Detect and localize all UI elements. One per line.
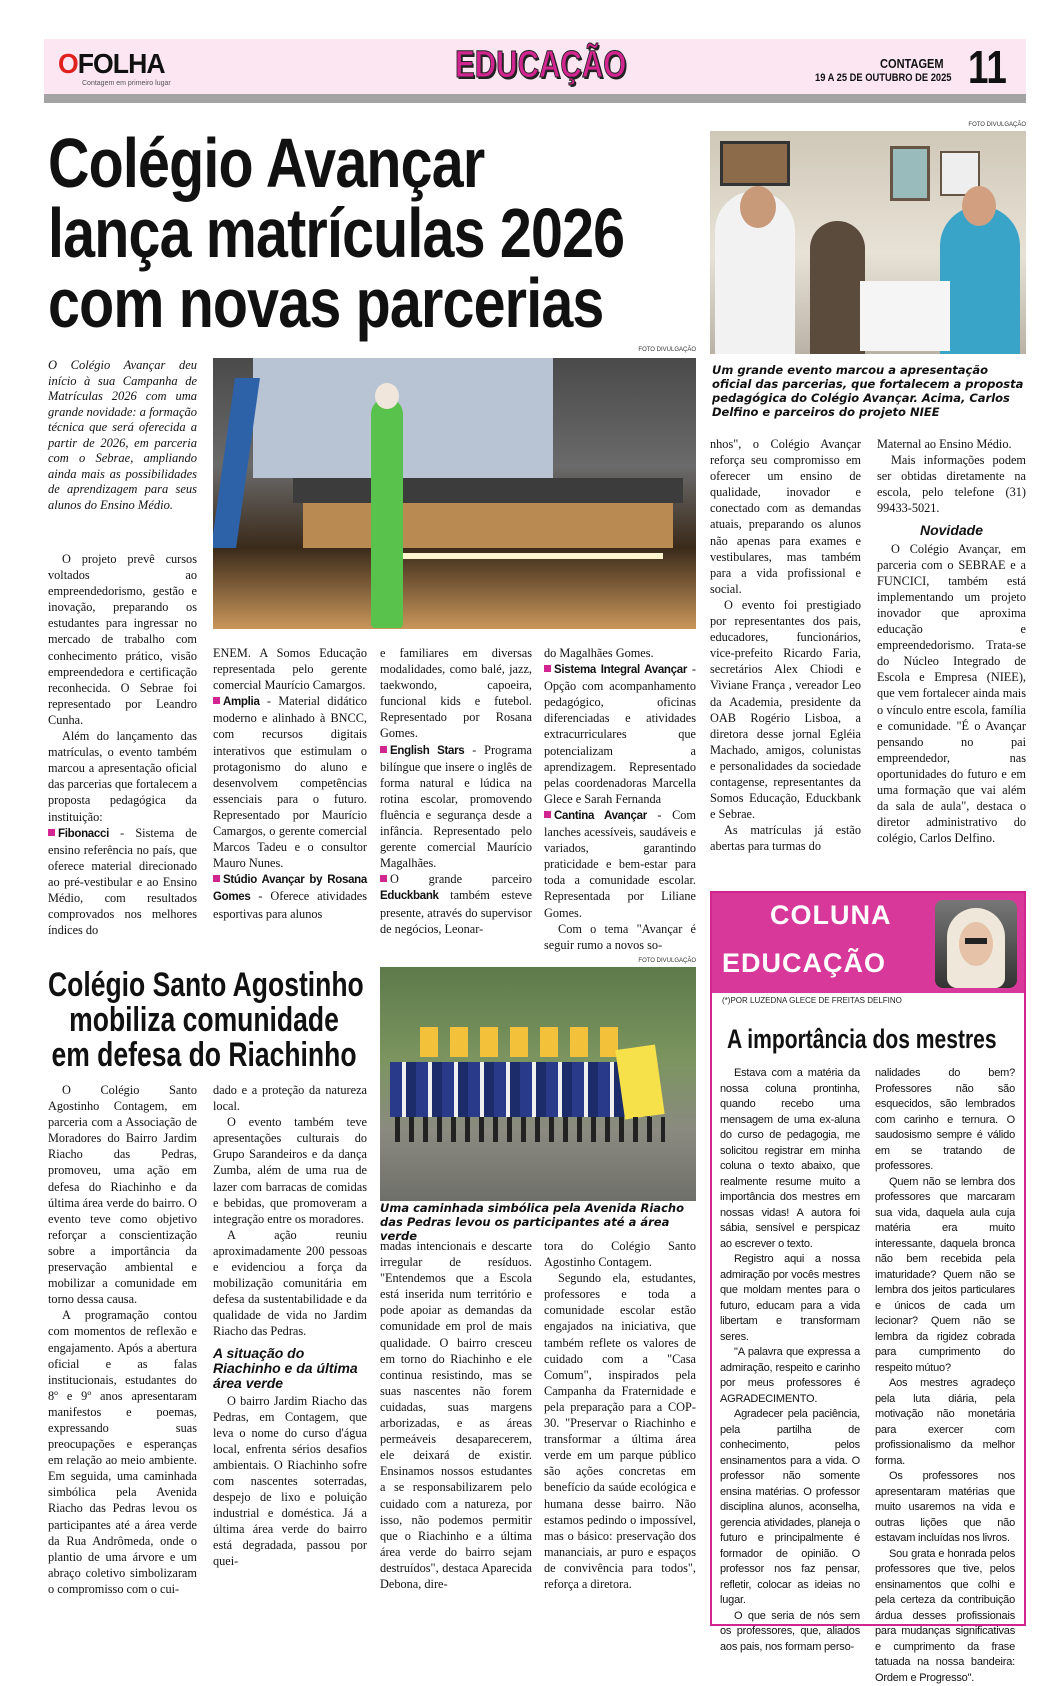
paragraph [710, 436, 861, 597]
paragraph-text: Maternal ao Ensino Médio. [877, 437, 1012, 451]
paragraph-text: Registro aqui a nossa admiração por vocês mestres que moldam mentes para o futuro, educam para a vida libertam e transformam seres. [720, 1253, 860, 1343]
article2-headline [48, 968, 360, 1073]
paragraph [48, 728, 197, 825]
paragraph [877, 452, 1026, 516]
partner-name: Sistema Integral Avançar [554, 664, 687, 676]
paragraph-text: - Oferece atividades esportivas para alunos [213, 889, 367, 920]
paragraph [720, 1345, 860, 1407]
paragraph [380, 1238, 532, 1592]
text-column [720, 1066, 860, 1655]
paragraph [544, 1270, 696, 1592]
partner-name: Cantina Avançar [554, 810, 647, 822]
paragraph [48, 1307, 197, 1597]
newspaper-logo [58, 48, 165, 80]
paragraph-text: Além do lançamento das matrículas, o evento também marcou a apresentação oficial das parcerias que fortalecem a proposta pedagógica da instituição: [48, 729, 197, 823]
paragraph-text: O projeto prevê cursos voltados ao empreendedorismo, gestão e inovação, preparando os estudantes para ingressar no mercado de trabalho com conhecimento prático, visão empreendedora e certificação reconhecida. O Sebrae foi representado por Leandro Cunha. [48, 552, 197, 727]
paragraph-text: - Sistema de ensino referência no país, que oferece material direcionado ao pré-vestibular e ao Ensino Médio, com resultados comprovados nos melhores índices do [48, 826, 197, 938]
logo-tagline: Contagem em primeiro lugar [82, 80, 171, 87]
photo-credit: FOTO DIVULGAÇÃO [900, 122, 1026, 128]
paragraph-text: Mais informações podem ser obtidas diretamente na escola, pelo telefone (31) 99433-5021. [877, 453, 1026, 515]
paragraph [875, 1376, 1015, 1469]
text-column [213, 1082, 367, 1570]
paragraph [213, 871, 367, 921]
header-rule [44, 94, 1026, 103]
headline-line: lança matrículas 2026 [48, 198, 624, 268]
section-title: EDUCAÇÃO [455, 44, 626, 87]
paragraph [213, 693, 367, 871]
partner-name: Amplia [223, 696, 260, 708]
bullet-square-icon [544, 665, 551, 672]
paragraph-text: O Colégio Avançar, em parceria com o SEBRAE e a FUNCICI, também está implementando um projeto inovador que aproxima educação e empreendedorismo. Trata-se do Núcleo Integrado de Escola e Empresa (NIEE), que vem fortalecer ainda mais o vínculo entre escola, família e comunidade. "É o Avançar pensando no pai empreendedor, nas oportunidades do futuro e em uma formação que vai além da sala de aula", destaca o diretor administrativo do colégio, Carlos Delfino. [877, 542, 1026, 846]
text-column [380, 1238, 532, 1592]
paragraph-text: dado e a proteção da natureza local. [213, 1083, 367, 1113]
partner-name: Fibonacci [58, 828, 109, 840]
paragraph-text: Com o tema "Avançar é seguir rumo a novos so- [544, 922, 696, 952]
photo-caption: Um grande evento marcou a apresentação oficial das parcerias, que fortalecem a proposta pedagógica do Colégio Avançar. Acima, Carlos Delfino e parceiros do projeto NIEE [712, 363, 1026, 419]
paragraph-text: O que seria de nós sem os professores, que, aliados aos pais, nos formam perso- [720, 1610, 860, 1653]
columnist-photo [935, 900, 1017, 988]
edition-city: CONTAGEM [880, 56, 944, 71]
text-column [48, 1082, 197, 1597]
paragraph-text: Estava com a matéria da nossa coluna prontinha, quando recebo uma mensagem de uma ex-aluna do curso de pedagogia, me solicitou registrar em minha coluna o texto abaixo, que realmente resume muito a importância dos mestres em nossas vidas! A autora foi sábia, sensível e perspicaz ao escrever o texto. [720, 1067, 860, 1250]
text-column [875, 1066, 1015, 1686]
bullet-square-icon [380, 746, 387, 753]
paragraph-text: A programação contou com momentos de reflexão e engajamento. Após a abertura oficial e as falas institucionais, estudantes do 8º e 9º anos apresentaram manifestos e poemas, expressando suas preocupações e esperanças em relação ao meio ambiente. Em seguida, uma caminhada simbólica pela Avenida Riacho das Pedras levou os participantes até a área verde da Rua Andrômeda, onde o plantio de uma árvore e um abraço coletivo simbolizaram o compromisso com o cui- [48, 1308, 197, 1596]
photo-caption: Uma caminhada simbólica pela Avenida Riacho das Pedras levou os participantes até a área verde [380, 1201, 696, 1243]
paragraph [720, 1609, 860, 1656]
partner-name: English Stars [390, 745, 464, 757]
paragraph [720, 1066, 860, 1252]
partner-name: Educkbank [380, 890, 439, 902]
paragraph [544, 645, 696, 661]
paragraph [380, 645, 532, 742]
column-label: COLUNA [770, 900, 892, 931]
paragraph-text: do Magalhães Gomes. [544, 646, 654, 660]
paragraph-text: e familiares em diversas modalidades, como balé, jazz, taekwondo, capoeira, funcional kids e futebol. Representado por Rosana Gomes. [380, 646, 532, 740]
paragraph-text: - Opção com acompanhamento pedagógico, oficinas diferenciadas e atividades extracurriculares que potencializam a aprendizagem. Representado pelas coordenadoras Marcella Glece e Sarah Fernanda [544, 662, 696, 806]
paragraph-text: Quem não se lembra dos professores que marcaram sua vida, daquela aula cuja matéria era muito interessante, daquela bronca não bem recebida pela imaturidade? Quem não se lembra dos jeitos particulares e únicos de cada um lecionar? Quem não se lembra da rigidez cobrada para cumprimento do respeito mútuo? [875, 1176, 1015, 1374]
paragraph-text: ENEM. A Somos Educação representada pelo gerente comercial Maurício Camargos. [213, 646, 367, 692]
paragraph-text: - Material didático moderno e alinhado à BNCC, com recursos digitais interativos que estimulam o protagonismo do aluno e desenvolvem competências essenciais para o futuro. Representado por Maurício Camargos, o gerente comercial Marcos Tadeu e o consultor Mauro Nunes. [213, 694, 367, 870]
bullet-square-icon [544, 811, 551, 818]
paragraph-text: - Programa bilíngue que insere o inglês de forma natural e lúdica na rotina escolar, promovendo fluência e segurança desde a infância. Representado pelo gerente comercial Maurício Magalhães. [380, 743, 532, 871]
headline-line: Colégio Santo Agostinho [48, 968, 360, 1003]
paragraph [875, 1469, 1015, 1547]
paragraph [213, 1114, 367, 1227]
paragraph-text: "A palavra que expressa a admiração, respeito e carinho por meus professores é AGRADECIMENTO. [720, 1346, 860, 1405]
paragraph [48, 1082, 197, 1307]
text-column [213, 645, 367, 922]
photo-niee-meeting [710, 131, 1026, 354]
paragraph [877, 541, 1026, 847]
text-column [544, 1238, 696, 1592]
headline-line: mobiliza comunidade [48, 1003, 360, 1038]
paragraph-text: nalidades do bem? Professores não são esquecidos, são lembrados com carinho e ternura. O saudosismo sempre é válido em se tratando de professores. [875, 1067, 1015, 1172]
column-byline: (*)POR LUZEDNA GLECE DE FREITAS DELFINO [722, 996, 902, 1005]
paragraph-text: Sou grata e honrada pelos professores que tive, pelos ensinamentos que colhi e pela certeza da contribuição árdua desses profissionais para mudanças significativas e cumprimento da frase tatuada na nossa bandeira: Ordem e Progresso". [875, 1548, 1015, 1684]
paragraph [875, 1547, 1015, 1686]
column-label: EDUCAÇÃO [722, 948, 886, 979]
paragraph [544, 661, 696, 807]
paragraph [720, 1407, 860, 1609]
photo-credit: FOTO DIVULGAÇÃO [580, 958, 696, 964]
paragraph-text: Os professores nos apresentaram matérias que muito usaremos na vida e outras lições que não estavam incluídas nos livros. [875, 1470, 1015, 1544]
paragraph-text: O Colégio Santo Agostinho Contagem, em parceria com a Associação de Moradores do Bairro Jardim Riacho das Pedras, promoveu, uma ação em defesa do Riachinho e da última área verde do bairro. O evento teve como objetivo reforçar a conscientização sobre a importância da preservação ambiental e mobilizar a comunidade em torno dessa causa. [48, 1083, 197, 1306]
paragraph-text: O bairro Jardim Riacho das Pedras, em Contagem, que leva o nome do curso d'água local, enfrenta sérios desafios ambientais. O Riachinho sofre com nascentes soterradas, despejo de lixo e poluição industrial e doméstica. Já a última área verde do bairro está degradada, passou por quei- [213, 1394, 367, 1569]
text-column [877, 436, 1026, 846]
paragraph-text: As matrículas já estão abertas para turmas do [710, 823, 861, 853]
article1-lead: O Colégio Avançar deu início à sua Campanha de Matrículas 2026 com uma grande novidade: a formação técnica que será oferecida a partir de 2026, em parceria com o Sebrae, ampliando ainda mais as possibilidades de aprendizagem para seus alunos do Ensino Médio. [48, 358, 197, 513]
article1-headline [48, 128, 624, 338]
paragraph [213, 645, 367, 693]
headline-line: com novas parcerias [48, 268, 624, 338]
headline-line: Colégio Avançar [48, 128, 624, 198]
paragraph [720, 1252, 860, 1345]
paragraph-text: O grande parceiro [390, 872, 532, 886]
text-column [380, 645, 532, 937]
edition-date: 19 A 25 DE OUTUBRO DE 2025 [815, 72, 951, 84]
paragraph-text: também esteve presente, através do supervisor de negócios, Leonar- [380, 888, 532, 935]
bullet-square-icon [213, 875, 220, 882]
headline-line: em defesa do Riachinho [48, 1038, 360, 1073]
paragraph [213, 1227, 367, 1340]
paragraph [877, 436, 1026, 452]
paragraph-text: nhos", o Colégio Avançar reforça seu compromisso em oferecer um ensino de qualidade, inovador e conectado com as demandas atuais, preparando os alunos não apenas para exames e vestibulares, mas também para a vida profissional e social. [710, 437, 861, 596]
paragraph [544, 921, 696, 953]
subheading: A situação do Riachinho e da última área verde [213, 1346, 367, 1391]
logo-o: O [58, 48, 78, 79]
paragraph [875, 1175, 1015, 1377]
paragraph-text: Agradecer pela paciência, pela partilha de conhecimento, pelos ensinamentos para a vida. O professor não somente ensina matérias. O professor disciplina alunos, aconselha, gerencia atividades, planeja o futuro e principalmente é formador de opinião. O professor nos faz pensar, refletir, colocar as ideias no lugar. [720, 1408, 860, 1606]
paragraph [48, 825, 197, 939]
logo-text: FOLHA [78, 48, 165, 79]
paragraph [710, 597, 861, 822]
photo-walk [380, 967, 696, 1201]
paragraph-text: Aos mestres agradeço pela luta diária, pela motivação não monetária para exercer com profissionalismo da melhor forma. [875, 1377, 1015, 1467]
paragraph [380, 871, 532, 936]
paragraph-text: Segundo ela, estudantes, professores e toda a comunidade escolar estão engajados na iniciativa, que também reflete os valores de cuidado com a "Casa Comum", inspirados pela Campanha da Fraternidade e pela preparação para a COP-30. "Preservar o Riachinho e transformar a última área verde em um parque público são ações concretas em benefício da saúde ecológica e humana desse bairro. Não estamos pedindo o impossível, mas o básico: preservação dos mananciais, ar puro e espaços de convivência para todos", reforça a diretora. [544, 1271, 696, 1591]
paragraph [380, 742, 532, 872]
photo-launch-event [213, 358, 696, 629]
paragraph [544, 1238, 696, 1270]
photo-credit: FOTO DIVULGAÇÃO [580, 347, 696, 353]
paragraph [710, 822, 861, 854]
paragraph-text: - Com lanches acessíveis, saudáveis e variados, garantindo praticidade e bem-estar para toda a comunidade escolar. Representada por Liliane Gomes. [544, 808, 696, 920]
paragraph [875, 1066, 1015, 1175]
text-column [48, 551, 197, 938]
paragraph [213, 1082, 367, 1114]
paragraph-text: A ação reuniu aproximadamente 200 pessoas e evidenciou a força da mobilização comunitária em defesa da sustentabilidade e da qualidade de vida no Jardim Riacho das Pedras. [213, 1228, 367, 1339]
paragraph [213, 1393, 367, 1570]
paragraph [544, 807, 696, 921]
text-column [544, 645, 696, 953]
paragraph [48, 551, 197, 728]
text-column [710, 436, 861, 854]
bullet-square-icon [213, 697, 220, 704]
paragraph-text: madas intencionais e descarte irregular de resíduos. "Entendemos que a Escola está inserida num território e pode apoiar as demandas da comunidade em prol de mais qualidade. O bairro cresceu em torno do Riachinho e ele continua resistindo, mas se suas nascentes não forem cuidadas, suas margens arborizadas, e as áreas permeáveis desaparecerem, ele deixará de existir. Ensinamos nossos estudantes a se responsabilizarem pelo cuidado com a natureza, por isso, não podemos permitir que o Riachinho e a última área verde do bairro sejam destruídos", destaca Aparecida Debona, dire- [380, 1239, 532, 1591]
page-number: 11 [968, 40, 1007, 94]
paragraph-text: O evento foi prestigiado por representantes dos pais, educadores, funcionários, vice-prefeito Ricardo Faria, secretários Alex Chiodi e Viviane França , vereador Leo da Academia, presidente da OAB Rogério Lisboa, a diretora desse jornal Egléia Machado, amigos, colunistas e personalidades da sociedade contagense, representantes da Somos Educação, Educkbank e Sebrae. [710, 598, 861, 821]
bullet-square-icon [48, 829, 55, 836]
column-title: A importância dos mestres [727, 1024, 997, 1055]
paragraph-text: tora do Colégio Santo Agostinho Contagem. [544, 1239, 696, 1269]
subheading: Novidade [877, 522, 1026, 538]
bullet-square-icon [380, 875, 387, 882]
paragraph-text: O evento também teve apresentações culturais do Grupo Sarandeiros e da dança Zumba, além de uma rua de lazer com barracas de comidas e bebidas, que promoveram a integração entre os moradores. [213, 1115, 367, 1226]
partner-name: Stúdio Avançar by Rosana Gomes [213, 874, 367, 903]
